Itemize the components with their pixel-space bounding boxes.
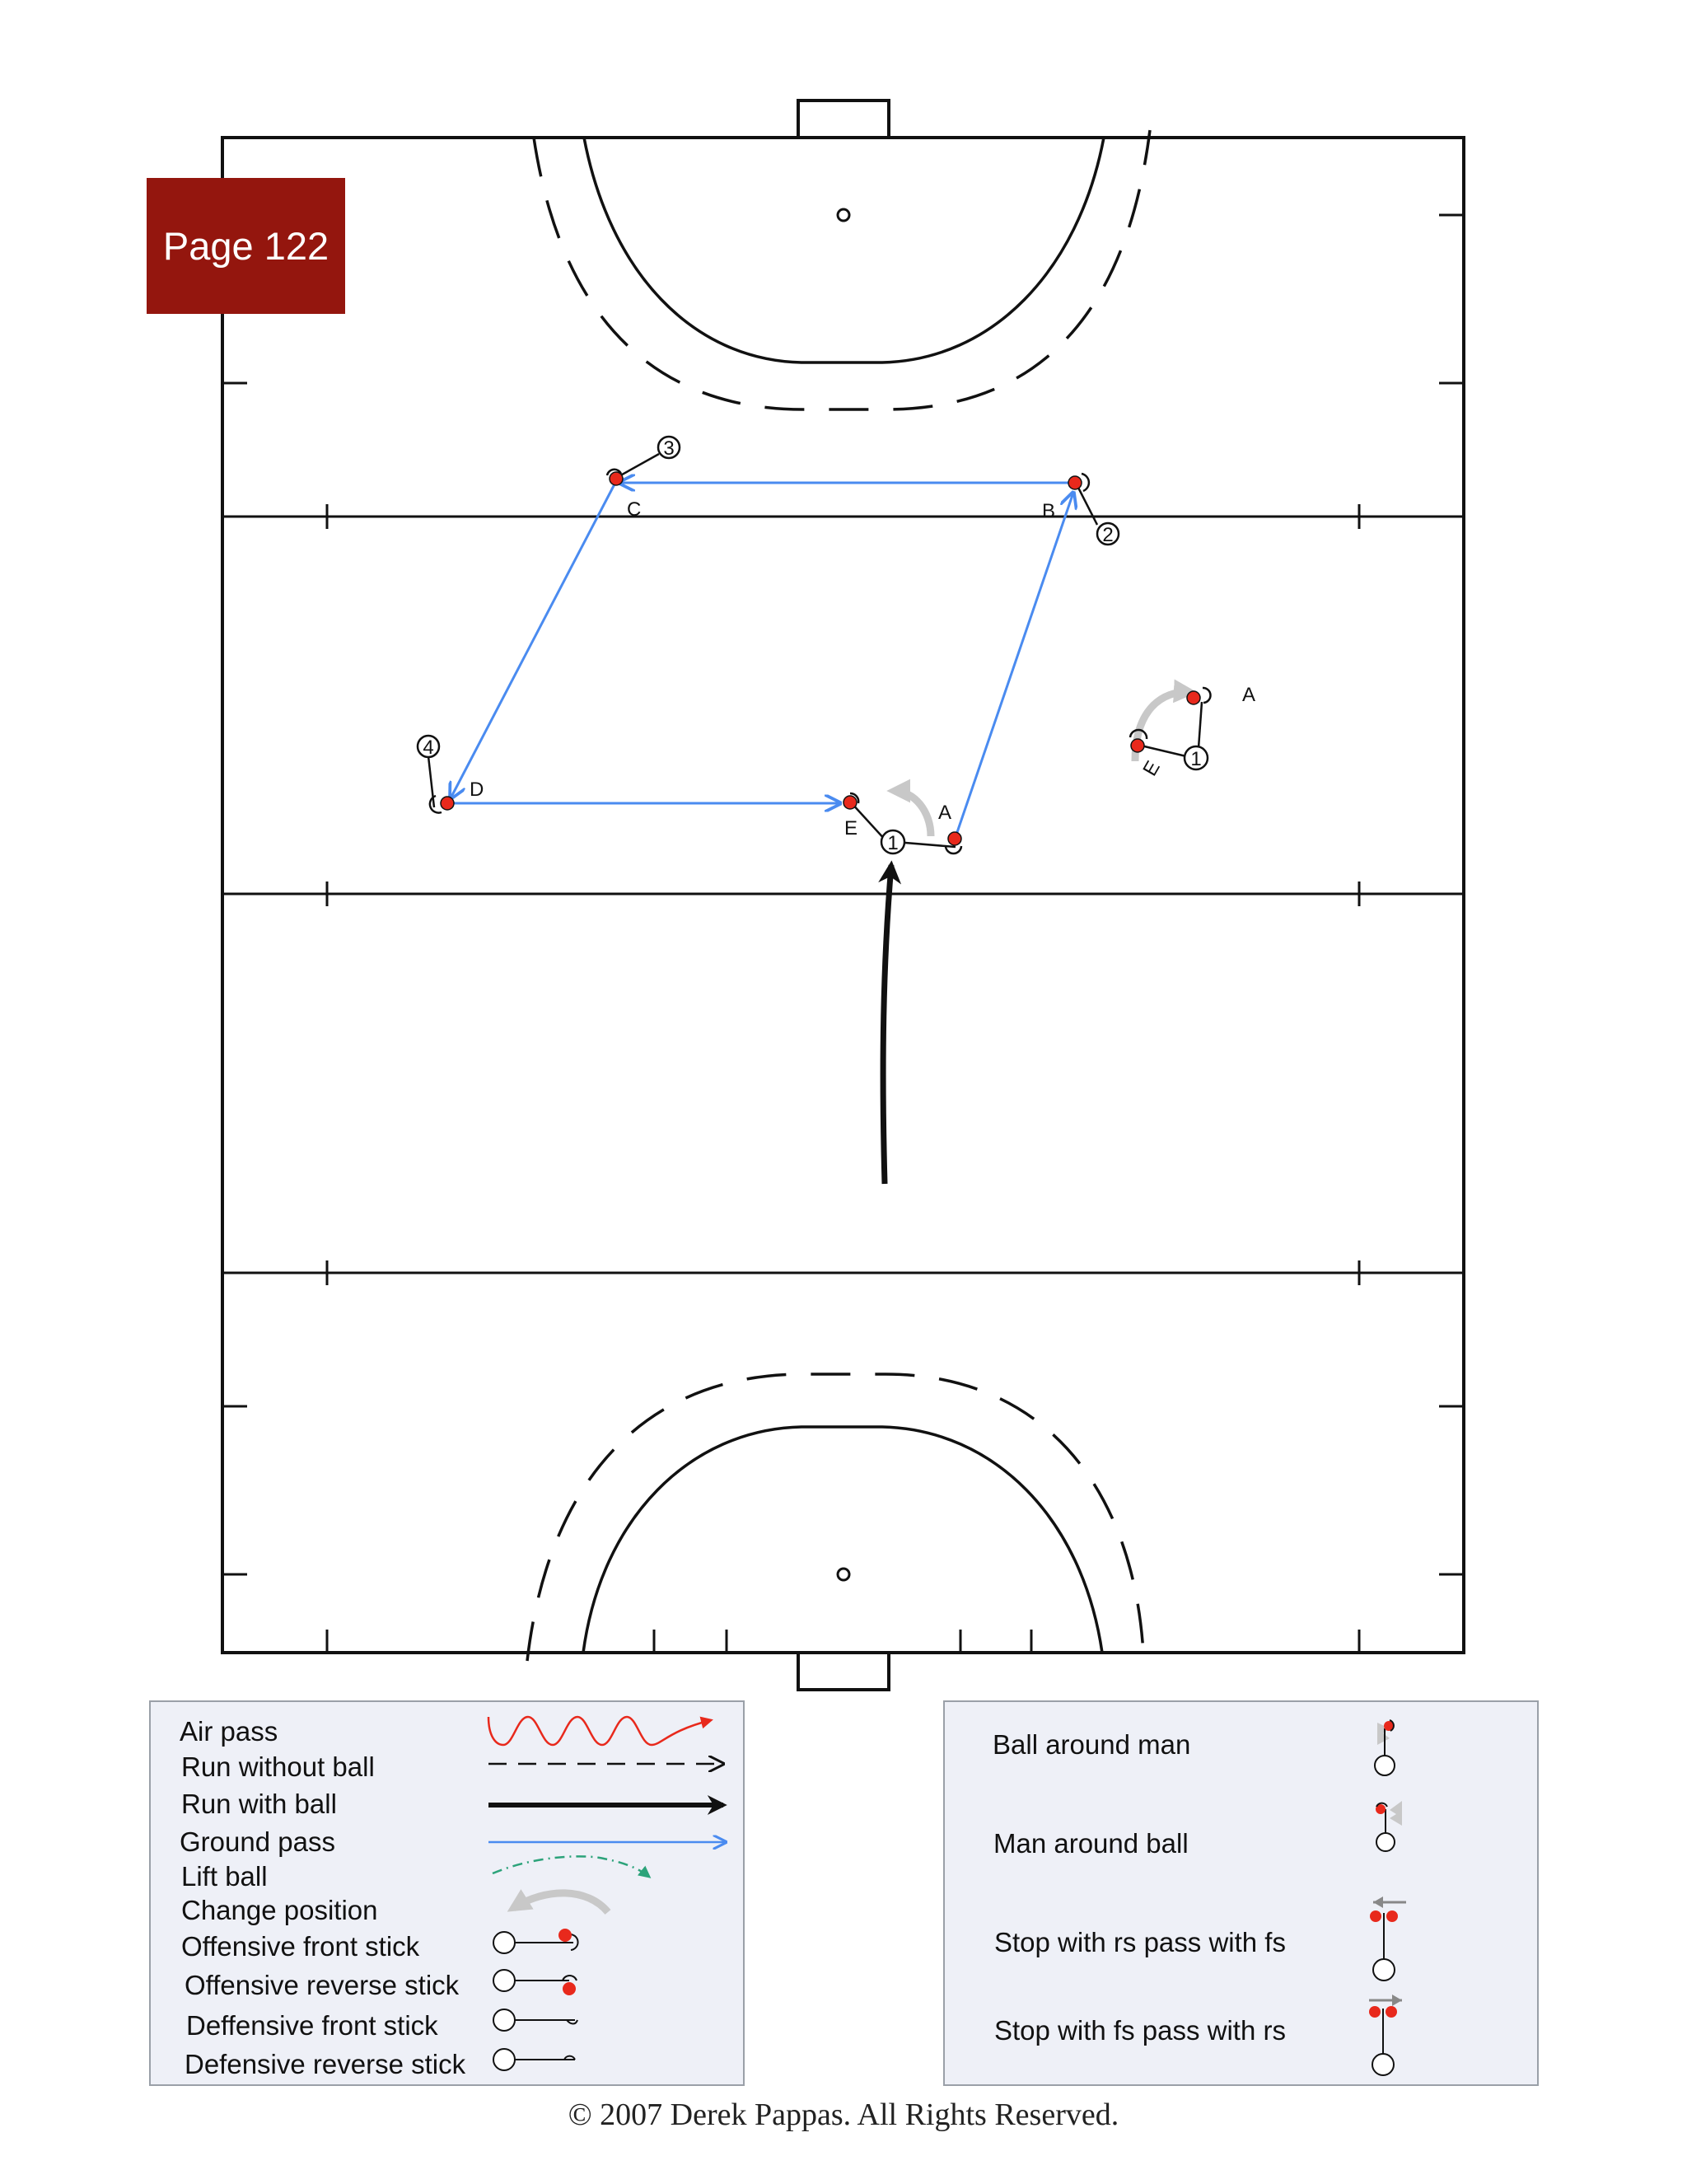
ground-passes xyxy=(449,481,1073,837)
legend-label-defensive-front-stick: Deffensive front stick xyxy=(186,2010,438,2041)
defensive-front-stick-icon xyxy=(493,2009,577,2031)
inset-player-a-label: A xyxy=(1242,684,1256,706)
legend-label-lift-ball: Lift ball xyxy=(181,1861,268,1892)
player-b xyxy=(1068,476,1082,489)
legend-label-air-pass: Air pass xyxy=(180,1716,278,1747)
pass-a-to-b xyxy=(956,493,1073,837)
curved-arrow-icon xyxy=(513,1893,608,1912)
player-a-label: A xyxy=(938,802,952,824)
top-dashed-circle xyxy=(534,130,1150,409)
field xyxy=(222,101,1464,1690)
legend-label-ball-around-man: Ball around man xyxy=(993,1729,1191,1760)
legend-label-change-position: Change position xyxy=(181,1895,378,1925)
bottom-shooting-circle xyxy=(583,1427,1102,1653)
page-number-badge xyxy=(147,178,345,314)
player-c-label: C xyxy=(627,498,642,521)
player-a xyxy=(948,832,961,845)
ball-around-man-icon xyxy=(1375,1720,1395,1775)
defender-3-label: 3 xyxy=(663,437,675,460)
top-goal xyxy=(798,101,889,138)
legend-label-offensive-reverse-stick: Offensive reverse stick xyxy=(185,1970,460,2000)
defensive-reverse-stick-icon xyxy=(493,2049,575,2070)
field-tick-marks xyxy=(222,215,1464,1653)
offensive-reverse-stick-icon xyxy=(493,1970,577,1995)
bottom-goal xyxy=(798,1653,889,1690)
legend-icons-right xyxy=(945,1702,1540,2088)
inset-start-position xyxy=(1130,684,1255,780)
air-pass-icon xyxy=(488,1717,711,1745)
legend-label-stop-rs-pass-fs: Stop with rs pass with fs xyxy=(994,1927,1286,1957)
pass-c-to-d xyxy=(451,481,616,798)
legend-label-man-around-ball: Man around ball xyxy=(993,1828,1189,1859)
legend-icons-left xyxy=(151,1702,746,2088)
run-with-ball-arrow xyxy=(883,865,891,1184)
change-position-arrow-main xyxy=(894,791,931,836)
player-d-label: D xyxy=(470,779,484,801)
legend-label-run-with-ball: Run with ball xyxy=(181,1789,337,1819)
top-shooting-circle xyxy=(584,138,1104,362)
player-e xyxy=(844,796,857,809)
legend-label-offensive-front-stick: Offensive front stick xyxy=(181,1931,420,1962)
copyright-notice: © 2007 Derek Pappas. All Rights Reserved. xyxy=(568,2097,1119,2132)
stop-fs-pass-rs-icon xyxy=(1369,1995,1402,2075)
inset-player-a xyxy=(1187,691,1200,704)
legend-label-ground-pass: Ground pass xyxy=(180,1826,335,1857)
legend-label-stop-fs-pass-rs: Stop with fs pass with rs xyxy=(994,2015,1286,2046)
inset-player-e-label: E xyxy=(1138,757,1165,780)
legend-label-defensive-reverse-stick: Defensive reverse stick xyxy=(185,2049,466,2079)
lift-ball-icon xyxy=(493,1856,649,1877)
inset-defender-1-label: 1 xyxy=(1190,748,1202,770)
defender-2-label: 2 xyxy=(1102,524,1114,546)
top-penalty-spot xyxy=(838,209,849,221)
player-e-label: E xyxy=(844,817,858,839)
players-main xyxy=(418,437,1119,854)
player-d xyxy=(441,797,454,810)
defender-1-label: 1 xyxy=(887,832,899,854)
legend-right xyxy=(943,1700,1539,2086)
offensive-front-stick-icon xyxy=(493,1929,578,1953)
page-number-label: Page 122 xyxy=(162,224,329,268)
inset-player-e xyxy=(1131,739,1144,752)
player-b-label: B xyxy=(1042,500,1056,522)
legend-label-run-without-ball: Run without ball xyxy=(181,1751,375,1782)
bottom-penalty-spot xyxy=(838,1569,849,1580)
man-around-ball-icon xyxy=(1376,1801,1402,1851)
player-c xyxy=(610,472,623,485)
stop-rs-pass-fs-icon xyxy=(1370,1896,1406,1981)
legend-left xyxy=(149,1700,745,2086)
defender-4-label: 4 xyxy=(423,737,434,759)
